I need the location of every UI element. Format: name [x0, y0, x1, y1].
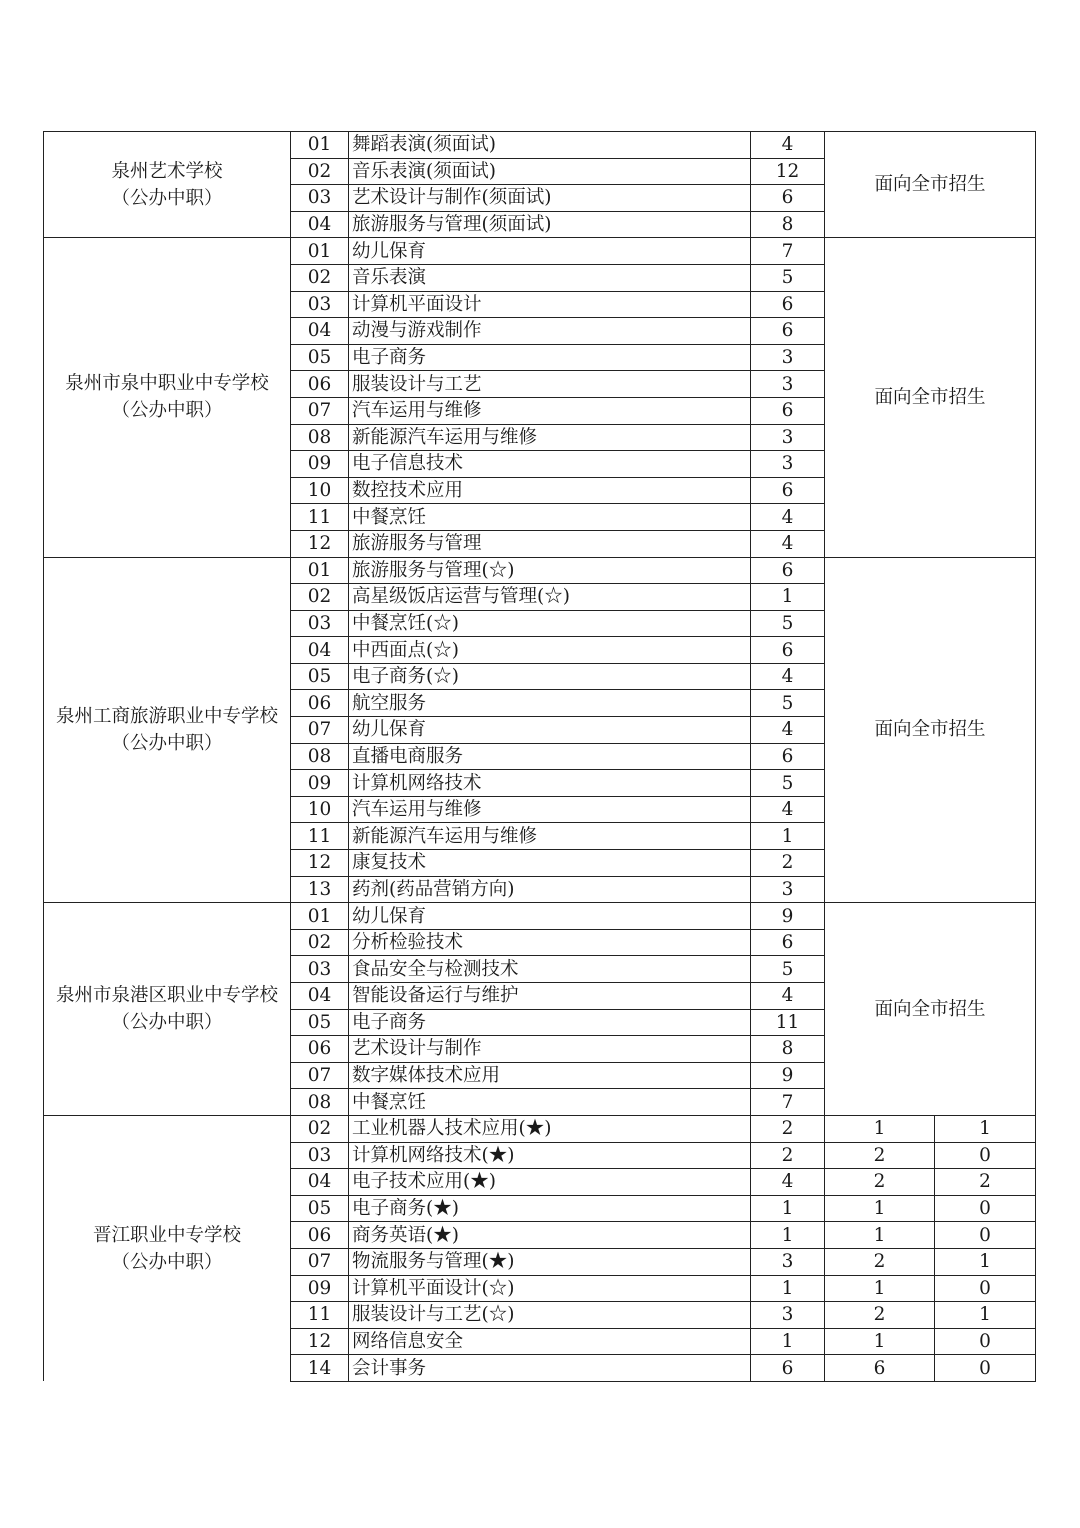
split-count-a: 2: [825, 1142, 935, 1169]
enrollment-note: 面向全市招生: [825, 903, 1036, 1116]
major-code: 07: [291, 717, 349, 744]
quota-count: 4: [751, 717, 825, 744]
quota-count: 4: [751, 504, 825, 531]
major-name: 物流服务与管理(★): [349, 1248, 751, 1275]
school-name: 泉州工商旅游职业中专学校: [55, 705, 278, 727]
major-code: 12: [291, 530, 349, 557]
split-count-b: 2: [935, 1169, 1036, 1196]
major-code: 05: [291, 344, 349, 371]
quota-count: 12: [751, 158, 825, 185]
quota-count: 6: [751, 477, 825, 504]
split-count-a: 6: [825, 1355, 935, 1382]
major-code: 02: [291, 1115, 349, 1142]
major-name: 旅游服务与管理(须面试): [349, 211, 751, 238]
quota-count: 8: [751, 211, 825, 238]
major-code: 08: [291, 743, 349, 770]
major-code: 09: [291, 770, 349, 797]
major-code: 06: [291, 371, 349, 398]
school-type: （公办中职）: [111, 1251, 223, 1273]
quota-count: 3: [751, 371, 825, 398]
quota-count: 7: [751, 238, 825, 265]
major-code: 12: [291, 850, 349, 877]
major-name: 中餐烹饪: [349, 1089, 751, 1116]
major-name: 直播电商服务: [349, 743, 751, 770]
split-count-b: 0: [935, 1195, 1036, 1222]
split-count-a: 2: [825, 1302, 935, 1329]
school-name: 泉州市泉中职业中专学校: [65, 373, 269, 395]
major-name: 服装设计与工艺(☆): [349, 1302, 751, 1329]
enrollment-note: 面向全市招生: [825, 132, 1036, 238]
major-name: 音乐表演(须面试): [349, 158, 751, 185]
school-cell: [44, 1115, 291, 1381]
major-code: 07: [291, 397, 349, 424]
enrollment-table: [43, 131, 1036, 1382]
major-name: 舞蹈表演(须面试): [349, 132, 751, 159]
major-code: 02: [291, 929, 349, 956]
school-name: 泉州艺术学校: [111, 160, 223, 182]
major-name: 电子商务: [349, 1009, 751, 1036]
major-name: 电子商务: [349, 344, 751, 371]
quota-count: 3: [751, 451, 825, 478]
major-name: 商务英语(★): [349, 1222, 751, 1249]
major-name: 汽车运用与维修: [349, 796, 751, 823]
quota-count: 2: [751, 1142, 825, 1169]
major-code: 03: [291, 185, 349, 212]
major-name: 高星级饭店运营与管理(☆): [349, 584, 751, 611]
major-code: 08: [291, 424, 349, 451]
school-name: 泉州市泉港区职业中专学校: [55, 985, 278, 1007]
major-name: 旅游服务与管理: [349, 530, 751, 557]
major-code: 03: [291, 1142, 349, 1169]
split-count-a: 1: [825, 1275, 935, 1302]
table-row: [44, 903, 1036, 930]
split-count-b: 0: [935, 1275, 1036, 1302]
quota-count: 4: [751, 796, 825, 823]
major-name: 动漫与游戏制作: [349, 318, 751, 345]
major-name: 计算机网络技术(★): [349, 1142, 751, 1169]
split-count-b: 0: [935, 1142, 1036, 1169]
major-code: 05: [291, 1195, 349, 1222]
quota-count: 9: [751, 1062, 825, 1089]
table-row: [44, 557, 1036, 584]
quota-count: 1: [751, 823, 825, 850]
school-cell: [44, 557, 291, 903]
split-count-a: 1: [825, 1195, 935, 1222]
major-name: 幼儿保育: [349, 238, 751, 265]
quota-count: 6: [751, 185, 825, 212]
major-name: 艺术设计与制作(须面试): [349, 185, 751, 212]
major-name: 分析检验技术: [349, 929, 751, 956]
major-code: 06: [291, 690, 349, 717]
quota-count: 7: [751, 1089, 825, 1116]
split-count-b: 1: [935, 1115, 1036, 1142]
major-code: 01: [291, 238, 349, 265]
quota-count: 1: [751, 1328, 825, 1355]
major-code: 05: [291, 1009, 349, 1036]
split-count-b: 0: [935, 1328, 1036, 1355]
quota-count: 2: [751, 1115, 825, 1142]
major-name: 食品安全与检测技术: [349, 956, 751, 983]
major-code: 09: [291, 451, 349, 478]
quota-count: 4: [751, 530, 825, 557]
quota-count: 6: [751, 929, 825, 956]
table-row: [44, 238, 1036, 265]
major-name: 中西面点(☆): [349, 637, 751, 664]
major-code: 04: [291, 318, 349, 345]
split-count-b: 0: [935, 1355, 1036, 1382]
major-code: 03: [291, 956, 349, 983]
quota-count: 3: [751, 876, 825, 903]
quota-count: 8: [751, 1036, 825, 1063]
major-code: 11: [291, 504, 349, 531]
major-name: 幼儿保育: [349, 717, 751, 744]
major-code: 07: [291, 1248, 349, 1275]
school-type: （公办中职）: [111, 187, 223, 209]
quota-count: 2: [751, 850, 825, 877]
major-code: 10: [291, 796, 349, 823]
major-code: 11: [291, 1302, 349, 1329]
major-name: 电子信息技术: [349, 451, 751, 478]
quota-count: 9: [751, 903, 825, 930]
quota-count: 6: [751, 557, 825, 584]
split-count-a: 1: [825, 1222, 935, 1249]
major-name: 艺术设计与制作: [349, 1036, 751, 1063]
major-name: 音乐表演: [349, 264, 751, 291]
quota-count: 6: [751, 637, 825, 664]
school-cell: [44, 132, 291, 238]
quota-count: 1: [751, 584, 825, 611]
quota-count: 4: [751, 663, 825, 690]
quota-count: 3: [751, 1302, 825, 1329]
quota-count: 6: [751, 291, 825, 318]
quota-count: 5: [751, 610, 825, 637]
major-name: 中餐烹饪: [349, 504, 751, 531]
split-count-a: 1: [825, 1328, 935, 1355]
major-name: 智能设备运行与维护: [349, 983, 751, 1010]
major-name: 数字媒体技术应用: [349, 1062, 751, 1089]
major-code: 04: [291, 211, 349, 238]
major-code: 01: [291, 903, 349, 930]
split-count-b: 1: [935, 1248, 1036, 1275]
quota-count: 5: [751, 690, 825, 717]
major-name: 药剂(药品营销方向): [349, 876, 751, 903]
major-name: 电子商务(★): [349, 1195, 751, 1222]
major-code: 14: [291, 1355, 349, 1382]
quota-count: 3: [751, 344, 825, 371]
major-code: 04: [291, 983, 349, 1010]
major-code: 12: [291, 1328, 349, 1355]
major-name: 计算机网络技术: [349, 770, 751, 797]
major-code: 08: [291, 1089, 349, 1116]
major-name: 计算机平面设计(☆): [349, 1275, 751, 1302]
quota-count: 3: [751, 424, 825, 451]
major-name: 电子商务(☆): [349, 663, 751, 690]
school-type: （公办中职）: [111, 400, 223, 422]
major-code: 13: [291, 876, 349, 903]
major-code: 11: [291, 823, 349, 850]
enrollment-note: 面向全市招生: [825, 238, 1036, 557]
major-name: 服装设计与工艺: [349, 371, 751, 398]
major-name: 康复技术: [349, 850, 751, 877]
quota-count: 6: [751, 743, 825, 770]
major-code: 05: [291, 663, 349, 690]
enrollment-note: 面向全市招生: [825, 557, 1036, 903]
school-cell: [44, 238, 291, 557]
major-code: 02: [291, 158, 349, 185]
major-name: 新能源汽车运用与维修: [349, 823, 751, 850]
table-body: [44, 132, 1036, 1382]
quota-count: 4: [751, 132, 825, 159]
split-count-a: 2: [825, 1248, 935, 1275]
quota-count: 4: [751, 1169, 825, 1196]
major-name: 计算机平面设计: [349, 291, 751, 318]
major-code: 04: [291, 637, 349, 664]
major-name: 汽车运用与维修: [349, 397, 751, 424]
major-name: 航空服务: [349, 690, 751, 717]
quota-count: 6: [751, 318, 825, 345]
major-code: 06: [291, 1222, 349, 1249]
school-name: 晋江职业中专学校: [92, 1224, 241, 1246]
quota-count: 11: [751, 1009, 825, 1036]
quota-count: 5: [751, 956, 825, 983]
table-row: [44, 1115, 1036, 1142]
quota-count: 5: [751, 770, 825, 797]
quota-count: 1: [751, 1195, 825, 1222]
school-type: （公办中职）: [111, 732, 223, 754]
split-count-a: 2: [825, 1169, 935, 1196]
quota-count: 1: [751, 1222, 825, 1249]
major-name: 新能源汽车运用与维修: [349, 424, 751, 451]
major-code: 04: [291, 1169, 349, 1196]
major-name: 中餐烹饪(☆): [349, 610, 751, 637]
quota-count: 6: [751, 1355, 825, 1382]
major-name: 幼儿保育: [349, 903, 751, 930]
major-code: 01: [291, 132, 349, 159]
major-code: 02: [291, 584, 349, 611]
major-code: 01: [291, 557, 349, 584]
major-code: 10: [291, 477, 349, 504]
split-count-b: 1: [935, 1302, 1036, 1329]
major-code: 09: [291, 1275, 349, 1302]
school-cell: [44, 903, 291, 1116]
split-count-b: 0: [935, 1222, 1036, 1249]
major-code: 06: [291, 1036, 349, 1063]
major-name: 会计事务: [349, 1355, 751, 1382]
split-count-a: 1: [825, 1115, 935, 1142]
quota-count: 3: [751, 1248, 825, 1275]
major-name: 电子技术应用(★): [349, 1169, 751, 1196]
major-name: 工业机器人技术应用(★): [349, 1115, 751, 1142]
quota-count: 4: [751, 983, 825, 1010]
major-code: 07: [291, 1062, 349, 1089]
quota-count: 6: [751, 397, 825, 424]
major-code: 03: [291, 291, 349, 318]
major-name: 旅游服务与管理(☆): [349, 557, 751, 584]
major-code: 03: [291, 610, 349, 637]
quota-count: 1: [751, 1275, 825, 1302]
major-code: 02: [291, 264, 349, 291]
major-name: 网络信息安全: [349, 1328, 751, 1355]
major-name: 数控技术应用: [349, 477, 751, 504]
quota-count: 5: [751, 264, 825, 291]
table-row: [44, 132, 1036, 159]
school-type: （公办中职）: [111, 1012, 223, 1034]
